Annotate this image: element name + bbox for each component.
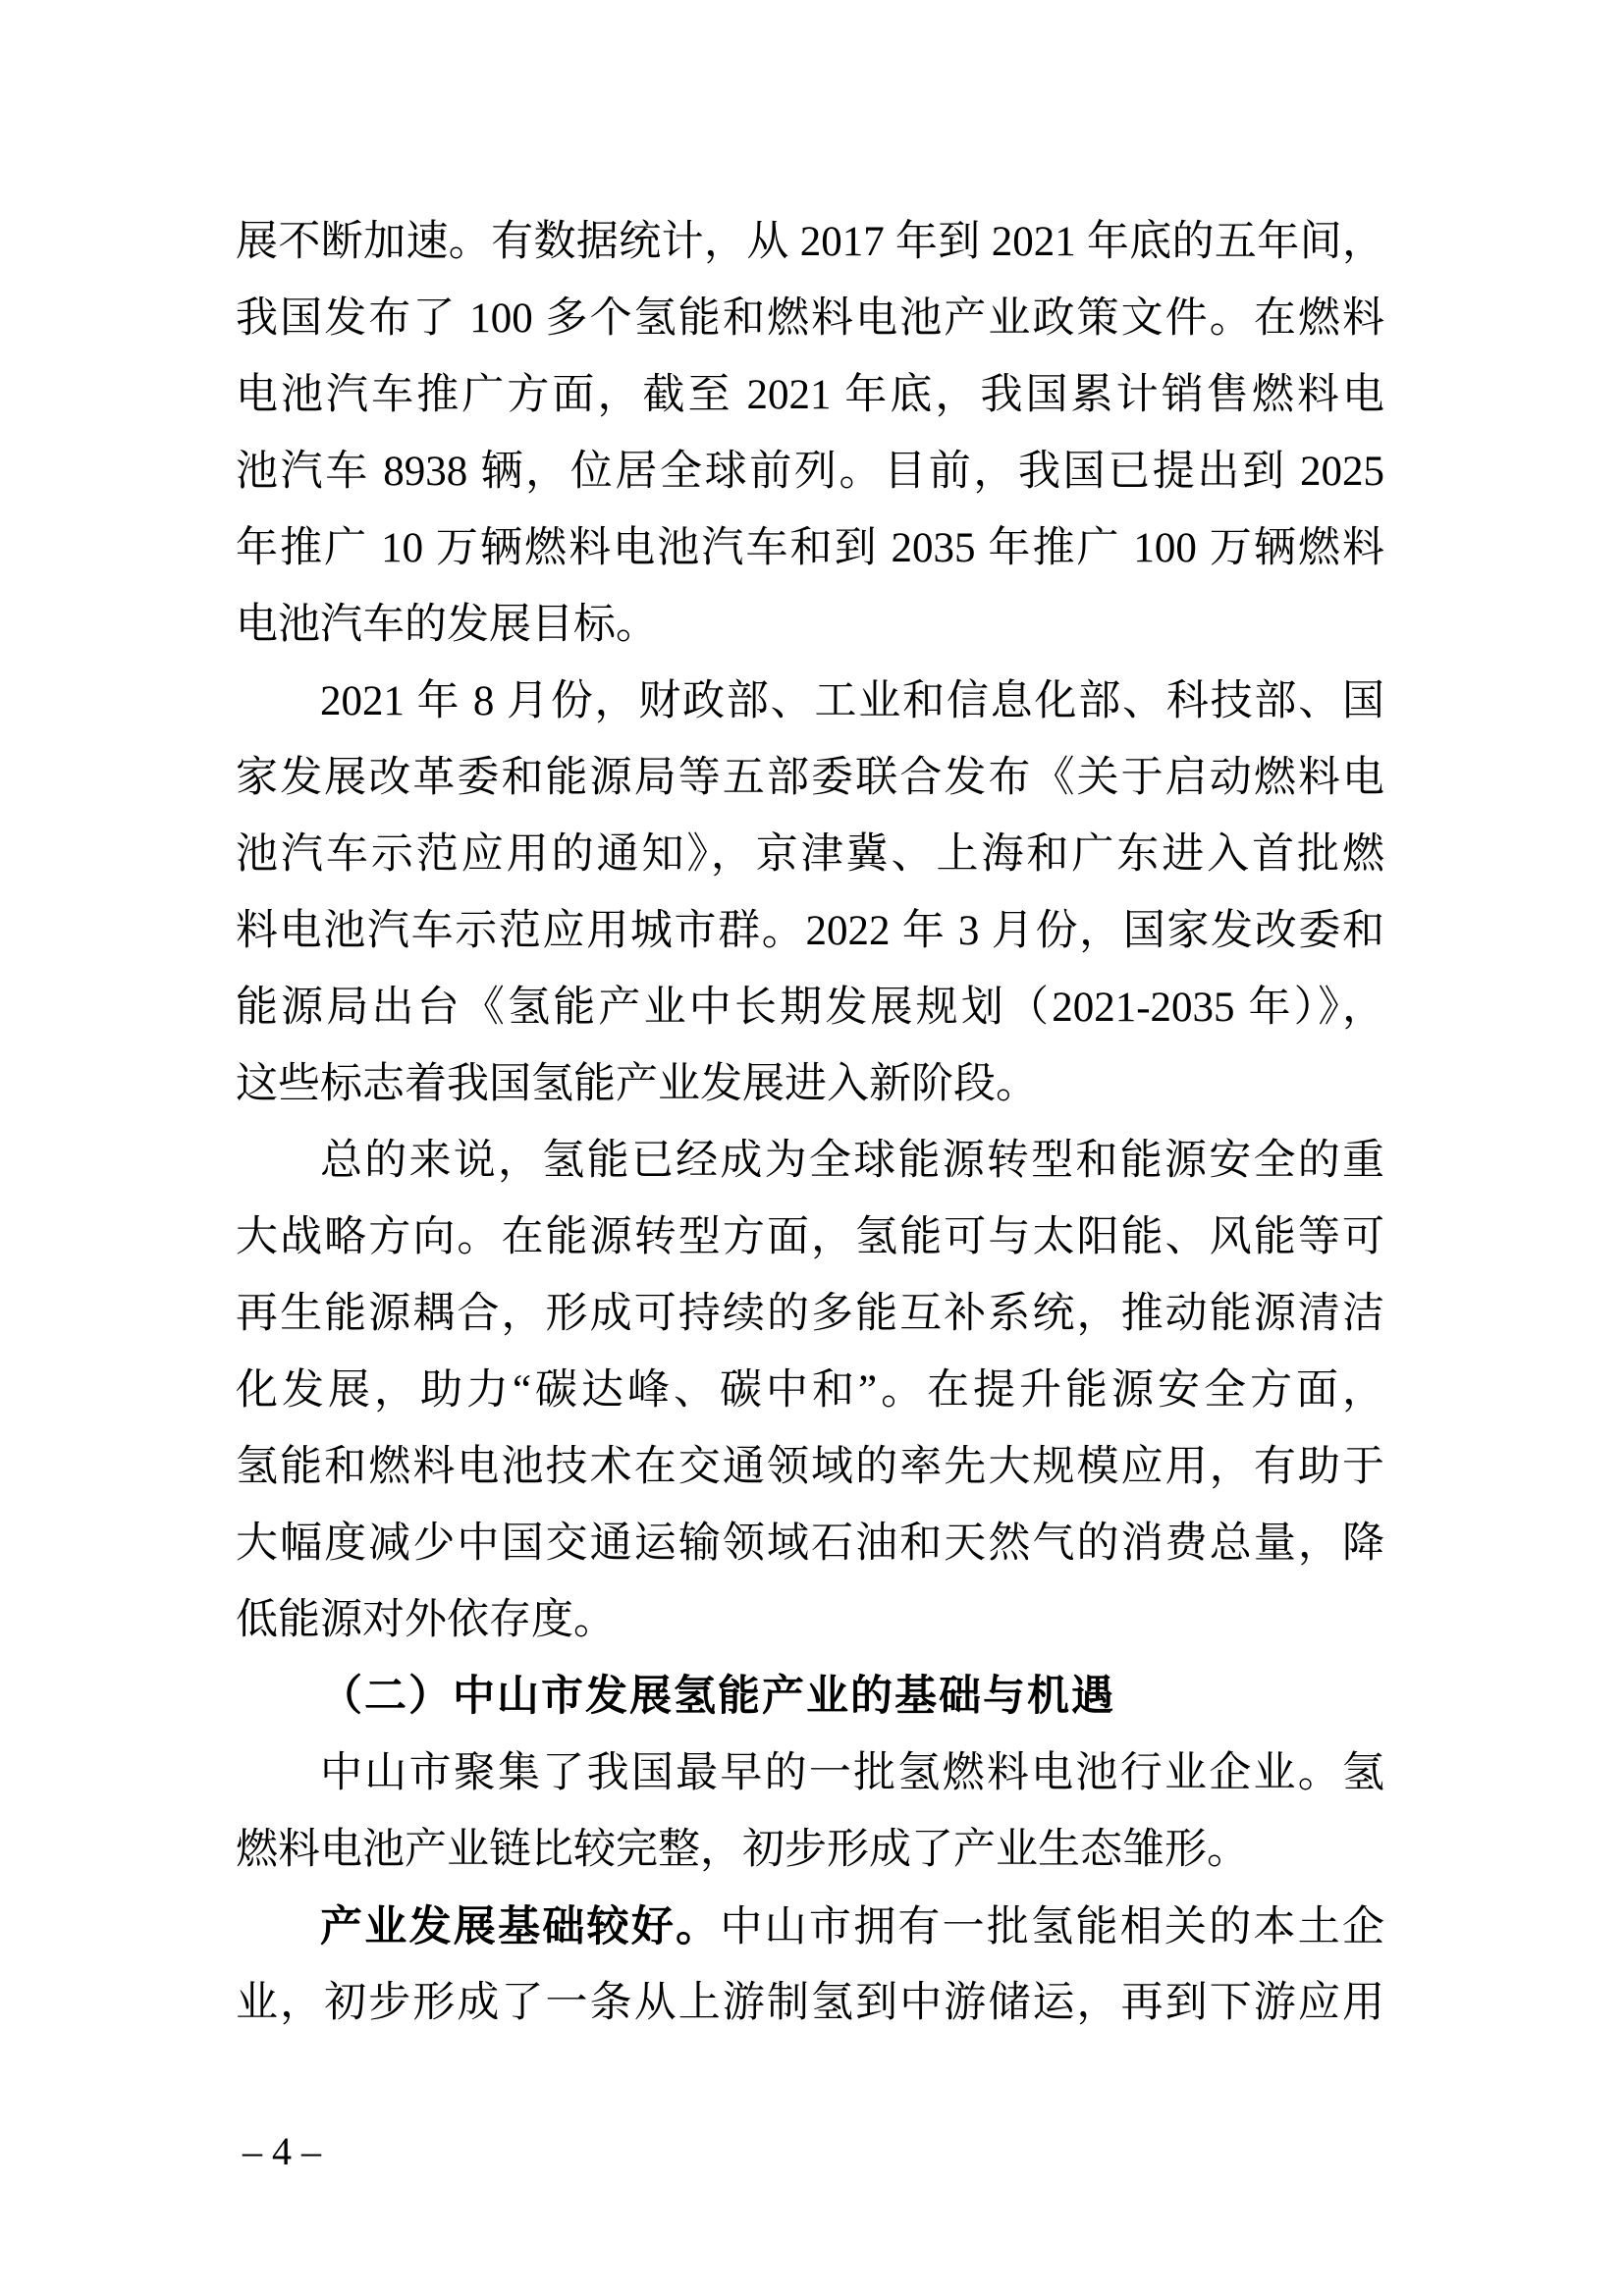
text-run: 低能源对外依存度。 [236, 1597, 616, 1643]
text-line [236, 817, 1384, 893]
text-line [236, 970, 1384, 1046]
text-line [236, 893, 1384, 970]
text-line [236, 357, 1384, 434]
para-five-ministries-notice [236, 664, 1384, 1123]
text-run: 展不断加速。有数据统计，从 2017 年到 2021 年底的五年间， [236, 219, 1384, 265]
text-run: 再生能源耦合，形成可持续的多能互补系统，推动能源清洁 [236, 1291, 1384, 1337]
text-run: 电池汽车的发展目标。 [236, 602, 658, 648]
text-run: 燃料电池产业链比较完整，初步形成了产业生态雏形。 [236, 1827, 1249, 1873]
text-line [236, 1965, 1384, 2042]
page-number: – 4 – [243, 2129, 321, 2173]
text-run: 业，初步形成了一条从上游制氢到中游储运，再到下游应用 [236, 1980, 1384, 2026]
text-run: 这些标志着我国氢能产业发展进入新阶段。 [236, 1061, 1038, 1107]
text-line [236, 587, 1384, 664]
text-run: 大幅度减少中国交通运输领域石油和天然气的消费总量，降 [236, 1521, 1384, 1567]
text-run: 中山市拥有一批氢能相关的本土企 [720, 1904, 1384, 1950]
text-line [236, 1123, 1384, 1200]
para-zhongshan-cluster [236, 1735, 1384, 1889]
text-run: 化发展，助力“碳达峰、碳中和”。在提升能源安全方面， [236, 1367, 1384, 1414]
text-line [236, 1506, 1384, 1582]
text-line [236, 1353, 1384, 1429]
text-run: 年推广 10 万辆燃料电池汽车和到 2035 年推广 100 万辆燃料 [236, 525, 1384, 571]
text-line [236, 1276, 1384, 1353]
text-line [236, 1429, 1384, 1506]
text-line [236, 510, 1384, 587]
para-national-policy-progress [236, 204, 1384, 664]
text-run: 中山市聚集了我国最早的一批氢燃料电池行业企业。氢 [320, 1750, 1384, 1796]
text-line [236, 1046, 1384, 1123]
bold-text-run: 产业发展基础较好。 [320, 1903, 721, 1950]
text-run: 2021 年 8 月份，财政部、工业和信息化部、科技部、国 [320, 678, 1384, 724]
text-line [236, 1200, 1384, 1276]
text-run: 总的来说，氢能已经成为全球能源转型和能源安全的重 [320, 1138, 1384, 1184]
text-run: 池汽车示范应用的通知》，京津冀、上海和广东进入首批燃 [236, 831, 1384, 878]
text-line [236, 664, 1384, 740]
text-line [236, 1659, 1384, 1735]
text-run: 能源局出台《氢能产业中长期发展规划（2021-2035 年）》， [236, 985, 1384, 1031]
text-line [236, 1812, 1384, 1889]
text-run: 氢能和燃料电池技术在交通领域的率先大规模应用，有助于 [236, 1444, 1384, 1490]
text-line [236, 281, 1384, 357]
text-run: （二）中山市发展氢能产业的基础与机遇 [320, 1674, 1115, 1720]
text-line [236, 434, 1384, 510]
page-footer [243, 2128, 321, 2175]
text-line [236, 740, 1384, 817]
text-run: 家发展改革委和能源局等五部委联合发布《关于启动燃料电 [236, 755, 1384, 801]
document-body [236, 204, 1384, 2042]
text-run: 电池汽车推广方面，截至 2021 年底，我国累计销售燃料电 [236, 372, 1384, 418]
para-summary-energy-transition [236, 1123, 1384, 1659]
text-run: 池汽车 8938 辆，位居全球前列。目前，我国已提出到 2025 [236, 449, 1384, 495]
text-run: 我国发布了 100 多个氢能和燃料电池产业政策文件。在燃料 [236, 295, 1384, 342]
para-industry-foundation [236, 1889, 1384, 2042]
text-run: 料电池汽车示范应用城市群。2022 年 3 月份，国家发改委和 [236, 908, 1384, 954]
text-line [236, 1735, 1384, 1812]
text-line [236, 204, 1384, 281]
text-line [236, 1582, 1384, 1659]
text-run: 大战略方向。在能源转型方面，氢能可与太阳能、风能等可 [236, 1214, 1384, 1260]
text-line [236, 1889, 1384, 1965]
heading-section-two-zhongshan [236, 1659, 1384, 1735]
